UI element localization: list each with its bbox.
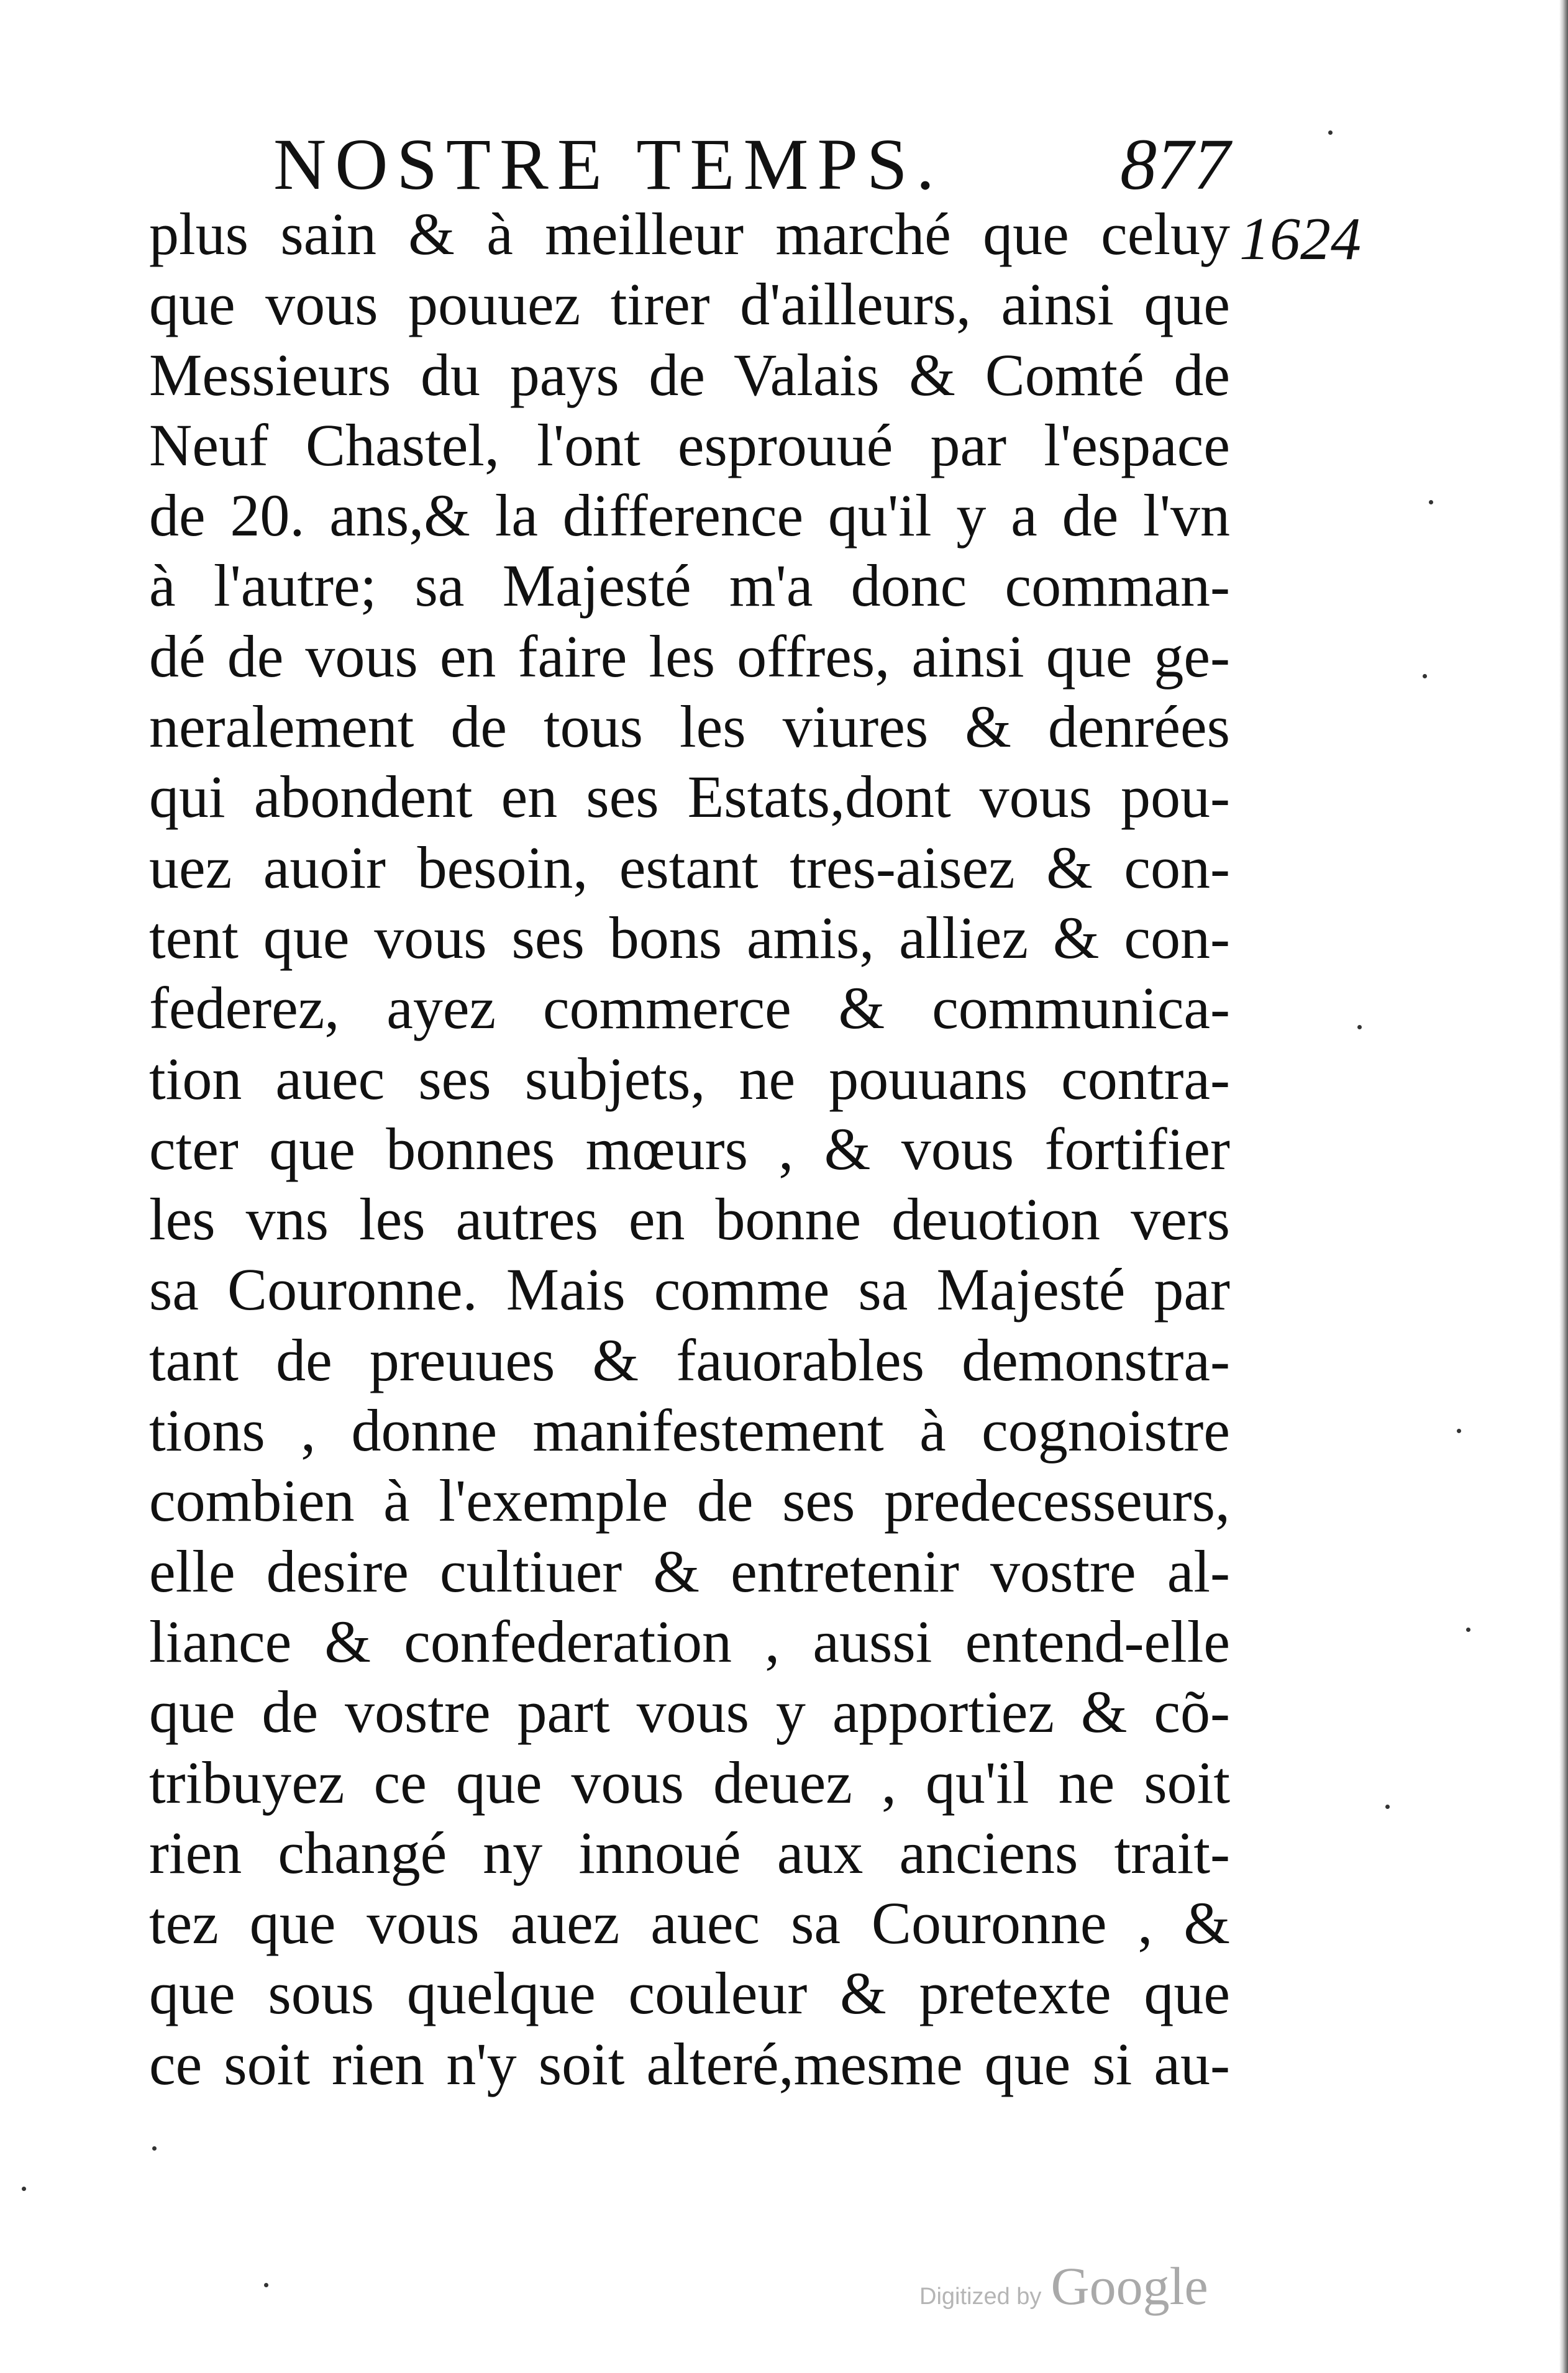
- text-line: tribuyez ce que vous deuez , qu'il ne soit: [149, 1749, 1230, 1816]
- text-line: tions , donne manifestement à cognoistre: [149, 1397, 1230, 1464]
- text-line: ce soit rien n'y soit alteré,mesme que si au-: [149, 2030, 1230, 2097]
- text-line: uez auoir besoin, estant tres-aisez & con-: [149, 834, 1230, 901]
- text-line: que de vostre part vous y apportiez & cõ-: [149, 1678, 1230, 1746]
- text-line: rien changé ny innoué aux anciens trait-: [149, 1819, 1230, 1886]
- text-line: à l'autre; sa Majesté m'a donc comman-: [149, 552, 1230, 619]
- text-line: sa Couronne. Mais comme sa Majesté par: [149, 1256, 1230, 1323]
- ink-speck: [1328, 130, 1333, 135]
- ink-speck: [264, 2283, 268, 2287]
- ink-speck: [1423, 674, 1427, 678]
- page-header: [273, 118, 1230, 211]
- body-text: [149, 199, 1230, 2099]
- text-line: Neuf Chastel, l'ont esprouué par l'espace: [149, 411, 1230, 478]
- text-line: combien à l'exemple de ses predecesseurs,: [149, 1467, 1230, 1534]
- ink-speck: [152, 2146, 157, 2151]
- page-number: 877: [1120, 124, 1230, 205]
- page-edge-shadow: [1559, 0, 1568, 2373]
- ink-speck: [1457, 1429, 1461, 1433]
- text-line: dé de vous en faire les offres, ainsi que ge-: [149, 622, 1230, 690]
- ink-speck: [22, 2187, 26, 2191]
- text-line: Messieurs du pays de Valais & Comté de: [149, 341, 1230, 408]
- text-line: federez, ayez commerce & communica-: [149, 975, 1230, 1042]
- text-line: cter que bonnes mœurs , & vous fortifier: [149, 1115, 1230, 1182]
- text-line: les vns les autres en bonne deuotion vers: [149, 1186, 1230, 1253]
- text-line: elle desire cultiuer & entretenir vostre al-: [149, 1537, 1230, 1605]
- ink-speck: [1429, 500, 1433, 504]
- watermark-brand: Google: [1051, 2256, 1208, 2316]
- text-line: tant de preuues & fauorables demonstra-: [149, 1326, 1230, 1393]
- ink-speck: [1357, 1025, 1362, 1029]
- text-line: qui abondent en ses Estats,dont vous pou-: [149, 763, 1230, 831]
- text-line: tez que vous auez auec sa Couronne , &: [149, 1890, 1230, 1957]
- text-line: tion auec ses subjets, ne pouuans contra-: [149, 1045, 1230, 1112]
- ink-speck: [1385, 1805, 1390, 1809]
- text-line: que vous pouuez tirer d'ailleurs, ainsi que: [149, 271, 1230, 338]
- text-line: neralement de tous les viures & denrées: [149, 693, 1230, 760]
- margin-year-note: 1624: [1239, 206, 1361, 273]
- ink-speck: [1466, 1628, 1470, 1632]
- text-line: liance & confederation , aussi entend-elle: [149, 1608, 1230, 1675]
- text-line: que sous quelque couleur & pretexte que: [149, 1960, 1230, 2027]
- watermark-prefix: Digitized by: [919, 2284, 1042, 2310]
- text-line: tent que vous ses bons amis, alliez & con-: [149, 904, 1230, 971]
- digitized-watermark: [919, 2255, 1255, 2330]
- running-title: NOSTRE TEMPS.: [273, 124, 944, 205]
- text-line: de 20. ans,& la difference qu'il y a de l'vn: [149, 482, 1230, 549]
- text-line: plus sain & à meilleur marché que celuy: [149, 201, 1230, 267]
